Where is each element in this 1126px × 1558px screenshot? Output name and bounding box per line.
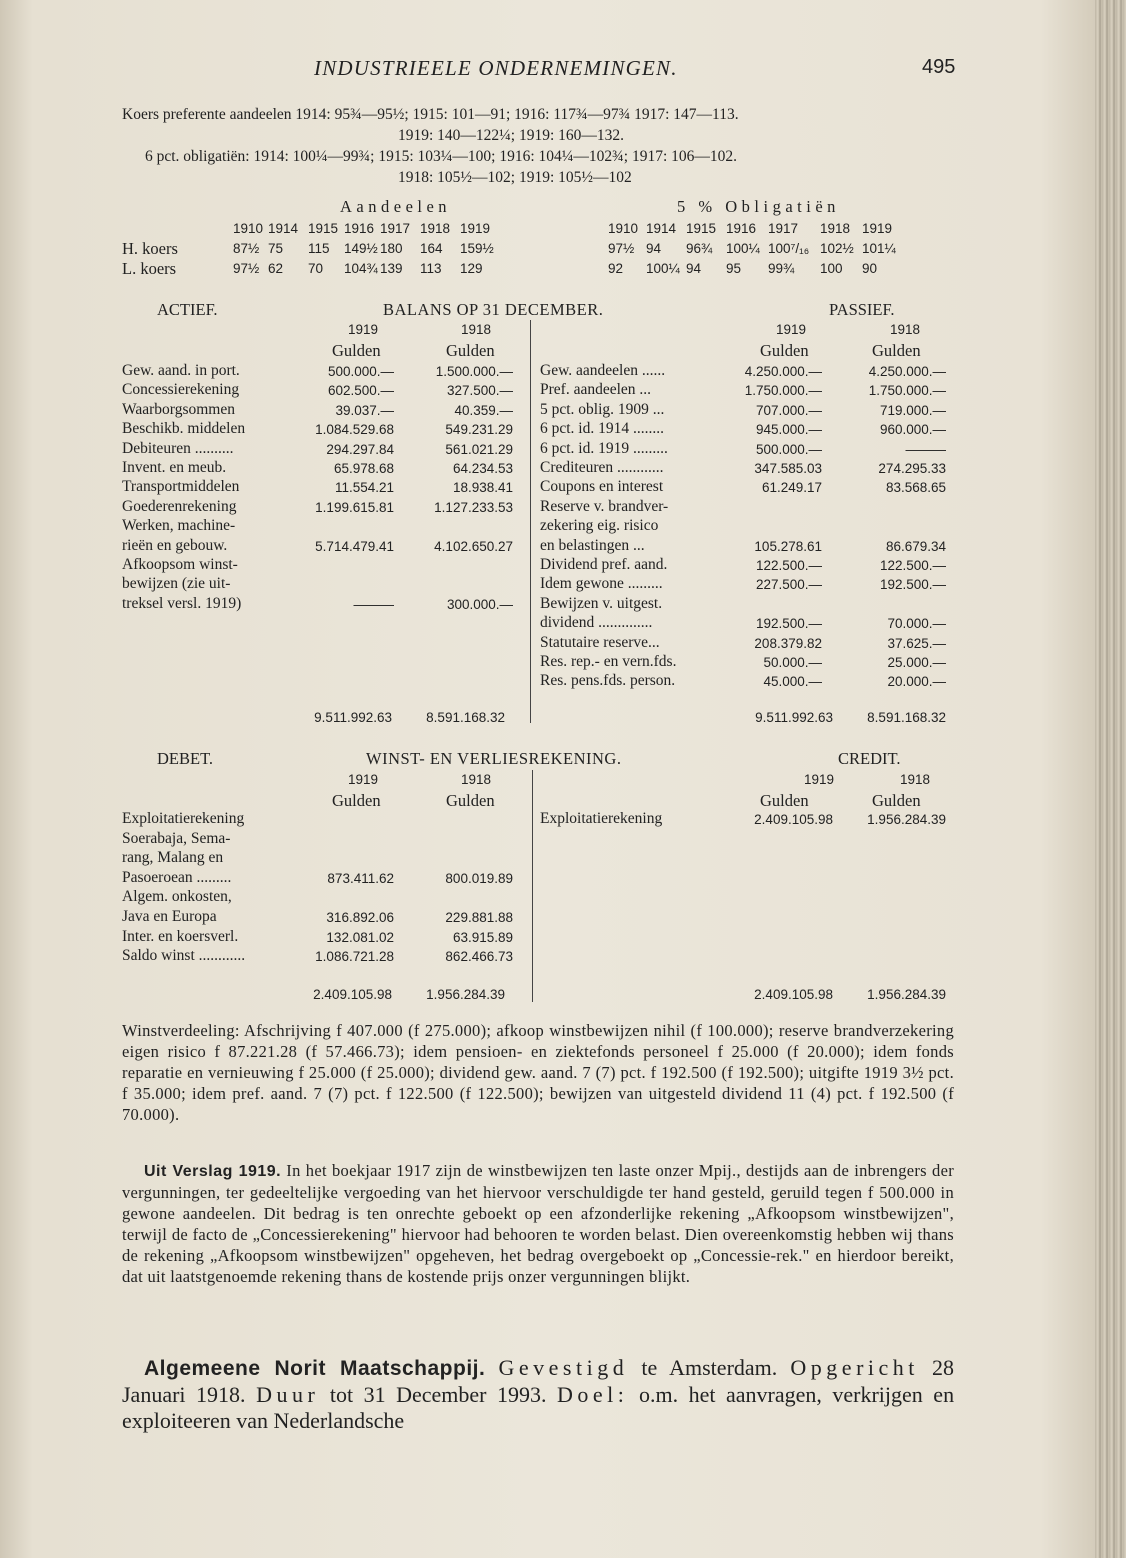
passief-value-1919: 122.500.— (755, 558, 822, 573)
actief-row-label: Debiteuren .......... (122, 439, 234, 457)
actief-value-1919: 500.000.— (327, 364, 394, 379)
koers-value: 159½ (460, 241, 494, 256)
passief-row-label: Gew. aandeelen ...... (540, 362, 666, 379)
actief-row-label: Transportmiddelen (122, 478, 240, 496)
year-1918: 1918 (461, 322, 492, 337)
actief-value-1918: 561.021.29 (445, 441, 513, 457)
actief-value-1918: 4.102.650.27 (434, 538, 513, 554)
koers-value: 90 (862, 261, 878, 276)
actief-row-label: Beschikb. middelen (122, 420, 246, 438)
koers-value: 100¼ (646, 261, 680, 276)
duur-label: Duur (256, 1382, 320, 1407)
unit-label: Gulden (760, 791, 809, 810)
koers-value: 100⁷/₁₆ (768, 241, 810, 256)
debet-row-label: Java en Europa (122, 908, 217, 925)
year-1919: 1919 (348, 772, 379, 787)
gevestigd-label: Gevestigd (498, 1355, 629, 1380)
actief-row-label: Waarborgsommen (122, 400, 235, 418)
passief-total-1918: 8.591.168.32 (867, 710, 946, 725)
debet-row-label: Soerabaja, Sema- (122, 829, 231, 847)
actief-value-1919: 5.714.479.41 (315, 538, 394, 554)
debet-row-label: Algem. onkosten, (122, 888, 232, 906)
passief-row-label: Res. pens.fds. person. (540, 672, 676, 690)
koers-value: 164 (420, 241, 443, 256)
passief-value-1918: 960.000.— (879, 422, 946, 438)
actief-row-label: Goederenrekening (122, 497, 237, 515)
debet-title: DEBET. (157, 749, 214, 768)
page-number: 495 (922, 56, 956, 78)
verslag-text: In het boekjaar 1917 zijn de winstbewijzen ten laste onzer Mpij., destijds aan de inbrengers der vergunningen, ter gedeeltelijke vergoeding van het hiervoor verschuldigde ter hand gesteld, geruild tegen f 500.000 in gewone aandeelen. Dit bedrag is ten onrechte geboekt op een afzonderlijke rekening „Afkoopsom winstbewijzen", terwijl de facto de „Concessierekening" hiervoor had behooren te worden belast. Dien overeenkomstig hebben wij thans de rekening „Afkoopsom winstbewijzen" opgeheven, het bedrag overgeboekt op „Concessie-rek." en hierdoor bereikt, dat uit laatstgenoemde rekening thans de kostende prijs onzer vergunningen blijkt. (122, 1161, 954, 1286)
koers-value: 100¼ (726, 241, 760, 256)
year-1919: 1919 (348, 322, 379, 337)
actief-row-label: Gew. aand. in port. (122, 362, 240, 379)
winst-title: WINST- EN VERLIESREKENING. (366, 749, 622, 768)
passief-value-1919: 192.500.— (755, 616, 822, 632)
koers-value: 104¾ (344, 261, 378, 276)
passief-value-1919: 1.750.000.— (744, 383, 822, 399)
actief-value-1919: 294.297.84 (326, 441, 394, 457)
actief-row-label: Invent. en meub. (122, 459, 227, 476)
aandeelen-year: 1914 (268, 221, 299, 236)
passief-row-label: Crediteuren ............ (540, 459, 664, 476)
koers-value: 97½ (608, 241, 635, 256)
passief-value-1918: ——— (905, 441, 946, 457)
koers-value: 99¾ (768, 261, 795, 276)
actief-value-1918: 1.127.233.53 (434, 499, 513, 515)
verslag-paragraph (122, 1160, 954, 1287)
passief-value-1919: 50.000.— (763, 655, 822, 670)
passief-row-label: 6 pct. id. 1914 ........ (540, 420, 664, 438)
passief-value-1918: 719.000.— (879, 402, 946, 418)
unit-label: Gulden (446, 791, 495, 810)
actief-total-1918: 8.591.168.32 (426, 710, 505, 725)
obligatien-year: 1916 (726, 221, 757, 236)
unit-label: Gulden (872, 791, 921, 810)
koers-value: 96¾ (686, 241, 713, 256)
running-header: INDUSTRIEELE ONDERNEMINGEN. (314, 56, 678, 80)
passief-value-1918: 20.000.— (887, 674, 946, 690)
passief-row-label: Pref. aandeelen ... (540, 381, 652, 399)
obligatien-year: 1915 (686, 221, 717, 236)
debet-row-label: Saldo winst ............ (122, 947, 246, 965)
obligatien-title: 5 % Obligatiën (677, 197, 840, 216)
obligatien-year: 1910 (608, 221, 639, 236)
actief-value-1919: 1.084.529.68 (315, 422, 394, 438)
passief-title: PASSIEF. (829, 300, 895, 319)
debet-row-label: Pasoeroean ......... (122, 868, 232, 886)
norit-company-name: Algemeene Norit Maatschappij. (144, 1357, 486, 1380)
actief-row-label: Werken, machine- (122, 517, 236, 535)
doel-value: o.m. het aanvragen, verkrijgen en exploiteeren van Nederlandsche (122, 1382, 955, 1433)
passief-value-1918: 86.679.34 (885, 538, 946, 554)
koers-value: 149½ (344, 241, 378, 256)
year-1919: 1919 (804, 772, 835, 787)
koers-value: 101¼ (862, 241, 896, 256)
duur-value: tot 31 December 1993. (329, 1382, 547, 1407)
unit-label: Gulden (332, 341, 381, 360)
koers-value: 87½ (233, 241, 260, 256)
debet-row-label: rang, Malang en (122, 849, 224, 867)
debet-row-label: Exploitatierekening (122, 810, 245, 827)
obligatien-year: 1917 (768, 221, 799, 236)
actief-value-1918: 40.359.— (454, 402, 513, 418)
actief-row-label: rieën en gebouw. (122, 536, 228, 554)
koers-row-label: L. koers (122, 259, 177, 278)
koers-value: 62 (268, 261, 284, 276)
passief-value-1919: 4.250.000.— (744, 364, 822, 379)
passief-row-label: Idem gewone ......... (540, 575, 663, 593)
koers-value: 100 (820, 261, 843, 276)
credit-row-label: Exploitatierekening (540, 810, 663, 827)
aandeelen-year: 1917 (380, 221, 411, 236)
passief-value-1919: 945.000.— (755, 422, 822, 438)
unit-label: Gulden (332, 791, 381, 810)
koers-value: 102½ (820, 241, 854, 256)
actief-total-1919: 9.511.992.63 (314, 710, 392, 725)
koers-value: 97½ (233, 261, 260, 276)
unit-label: Gulden (760, 341, 809, 360)
actief-title: ACTIEF. (157, 300, 218, 319)
koers-value: 180 (380, 241, 403, 256)
passief-row-label: zekering eig. risico (540, 517, 659, 535)
koers-value: 139 (380, 261, 403, 276)
koers-value: 70 (308, 261, 324, 276)
year-1918: 1918 (900, 772, 931, 787)
passief-value-1918: 37.625.— (887, 635, 946, 651)
passief-value-1918: 1.750.000.— (868, 383, 946, 399)
koers-value: 95 (726, 261, 742, 276)
debet-value-1918: 63.915.89 (452, 929, 513, 945)
passief-value-1918: 70.000.— (887, 616, 946, 632)
winstverdeeling-text: Winstverdeeling: Afschrijving f 407.000 (f 275.000); afkoop winstbewijzen nihil (f 100.000); reserve brandverzekering eigen risico f 87.221.28 (f 57.466.73); idem pensioen- en ziektefonds personeel f 25.000 (f 20.000); idem fonds reparatie en vernieuwing f 25.000 (f 25.000); dividend gew. aand. 7 (7) pct. f 192.500 (f 192.500); uitgifte 1919 3½ pct. f 35.000; idem pref. aand. 7 (7) pct. f 122.500 (f 122.500); bewijzen van uitgesteld dividend 11 (4) pct. f 192.500 (f 70.000). (122, 1021, 954, 1124)
passief-value-1919: 105.278.61 (754, 538, 822, 554)
koers-row-label: H. koers (122, 239, 178, 258)
passief-value-1919: 347.585.03 (754, 461, 822, 476)
passief-value-1918: 83.568.65 (885, 480, 946, 496)
year-1918: 1918 (890, 322, 921, 337)
passief-row-label: Reserve v. brandver- (540, 497, 669, 515)
passief-row-label: dividend .............. (540, 614, 653, 632)
koers-value: 129 (460, 261, 483, 276)
aandeelen-title: Aandeelen (340, 197, 452, 216)
book-edge (1095, 0, 1126, 1558)
passief-row-label: Bewijzen v. uitgest. (540, 594, 663, 612)
passief-value-1918: 122.500.— (879, 558, 946, 573)
unit-label: Gulden (872, 341, 921, 360)
opgericht-value: 28 Januari 1918. (122, 1355, 955, 1407)
credit-total-1919: 2.409.105.98 (754, 987, 833, 1002)
koers-line-4: 1918: 105½—102; 1919: 105½—102 (398, 169, 632, 186)
passief-row-label: 6 pct. id. 1919 ......... (540, 439, 668, 457)
credit-value-1918: 1.956.284.39 (867, 812, 946, 827)
obligatien-year: 1918 (820, 221, 851, 236)
opgericht-label: Opgericht (790, 1355, 919, 1380)
year-1918: 1918 (461, 772, 492, 787)
passief-value-1918: 4.250.000.— (868, 364, 946, 379)
gevestigd-value: te Amsterdam. (641, 1355, 778, 1380)
actief-row-label: bewijzen (zie uit- (122, 575, 231, 593)
obligatien-year: 1919 (862, 221, 893, 236)
koers-value: 75 (268, 241, 284, 256)
actief-value-1919: 602.500.— (327, 383, 394, 399)
koers-line-2: 1919: 140—122¼; 1919: 160—132. (398, 127, 625, 144)
koers-value: 92 (608, 261, 624, 276)
winst-divider (532, 770, 533, 1002)
passief-row-label: Statutaire reserve... (540, 633, 660, 651)
debet-value-1918: 229.881.88 (445, 910, 513, 925)
verslag-heading: Uit Verslag 1919. (144, 1163, 282, 1180)
passief-value-1919: 707.000.— (755, 402, 822, 418)
actief-row-label: treksel versl. 1919) (122, 594, 242, 612)
actief-value-1918: 1.500.000.— (435, 364, 513, 379)
passief-row-label: en belastingen ... (540, 536, 645, 554)
passief-total-1919: 9.511.992.63 (755, 710, 833, 725)
passief-row-label: Coupons en interest (540, 478, 664, 496)
passief-value-1919: 45.000.— (763, 674, 822, 690)
koers-value: 94 (646, 241, 662, 256)
aandeelen-year: 1910 (233, 221, 264, 236)
passief-value-1919: 61.249.17 (761, 480, 822, 496)
actief-value-1919: 1.199.615.81 (315, 499, 394, 515)
actief-value-1918: 18.938.41 (452, 480, 513, 496)
credit-title: CREDIT. (838, 749, 901, 768)
debet-value-1918: 800.019.89 (445, 870, 513, 886)
actief-value-1918: 327.500.— (446, 383, 513, 399)
passief-value-1919: 208.379.82 (754, 635, 822, 651)
debet-row-label: Inter. en koersverl. (122, 927, 239, 945)
koers-value: 115 (308, 241, 330, 256)
year-1919: 1919 (776, 322, 807, 337)
passief-row-label: Res. rep.- en vern.fds. (540, 653, 677, 670)
debet-value-1919: 132.081.02 (326, 929, 394, 945)
debet-value-1919: 1.086.721.28 (315, 949, 394, 965)
passief-value-1919: 500.000.— (755, 441, 822, 457)
koers-value: 113 (420, 261, 442, 276)
actief-row-label: Concessierekening (122, 381, 240, 399)
passief-row-label: Dividend pref. aand. (540, 556, 668, 573)
actief-row-label: Afkoopsom winst- (122, 556, 238, 573)
debet-value-1919: 873.411.62 (327, 870, 394, 886)
actief-value-1918: 64.234.53 (452, 461, 513, 476)
koers-value: 94 (686, 261, 702, 276)
actief-value-1919: ——— (353, 596, 394, 612)
actief-value-1918: 549.231.29 (445, 422, 513, 438)
passief-row-label: 5 pct. oblig. 1909 ... (540, 400, 665, 418)
debet-value-1919: 316.892.06 (326, 910, 394, 925)
credit-total-1918: 1.956.284.39 (867, 987, 946, 1002)
actief-value-1919: 39.037.— (335, 402, 394, 418)
actief-value-1919: 11.554.21 (334, 480, 394, 496)
aandeelen-year: 1915 (308, 221, 339, 236)
koers-line-3: 6 pct. obligatiën: 1914: 100¼—99¾; 1915: 103¼—100; 1916: 104¼—102¾; 1917: 106—102. (145, 148, 737, 165)
aandeelen-year: 1919 (460, 221, 491, 236)
debet-total-1918: 1.956.284.39 (426, 987, 505, 1002)
koers-line-1: Koers preferente aandeelen 1914: 95¾—95½; 1915: 101—91; 1916: 117¾—97¾ 1917: 147—113. (122, 106, 739, 123)
debet-value-1918: 862.466.73 (445, 949, 513, 965)
passief-value-1918: 25.000.— (887, 655, 946, 670)
passief-value-1919: 227.500.— (755, 577, 822, 593)
passief-value-1918: 274.295.33 (878, 461, 946, 476)
norit-entry (122, 1355, 954, 1434)
credit-value-1919: 2.409.105.98 (754, 812, 833, 827)
winstverdeeling-paragraph (122, 1020, 954, 1125)
obligatien-year: 1914 (646, 221, 677, 236)
balans-title: BALANS OP 31 DECEMBER. (383, 300, 604, 319)
doel-label: Doel: (557, 1382, 629, 1407)
actief-value-1918: 300.000.— (446, 596, 513, 612)
actief-value-1919: 65.978.68 (333, 461, 394, 476)
passief-value-1918: 192.500.— (879, 577, 946, 593)
debet-total-1919: 2.409.105.98 (313, 987, 392, 1002)
aandeelen-year: 1918 (420, 221, 451, 236)
aandeelen-year: 1916 (344, 221, 375, 236)
unit-label: Gulden (446, 341, 495, 360)
